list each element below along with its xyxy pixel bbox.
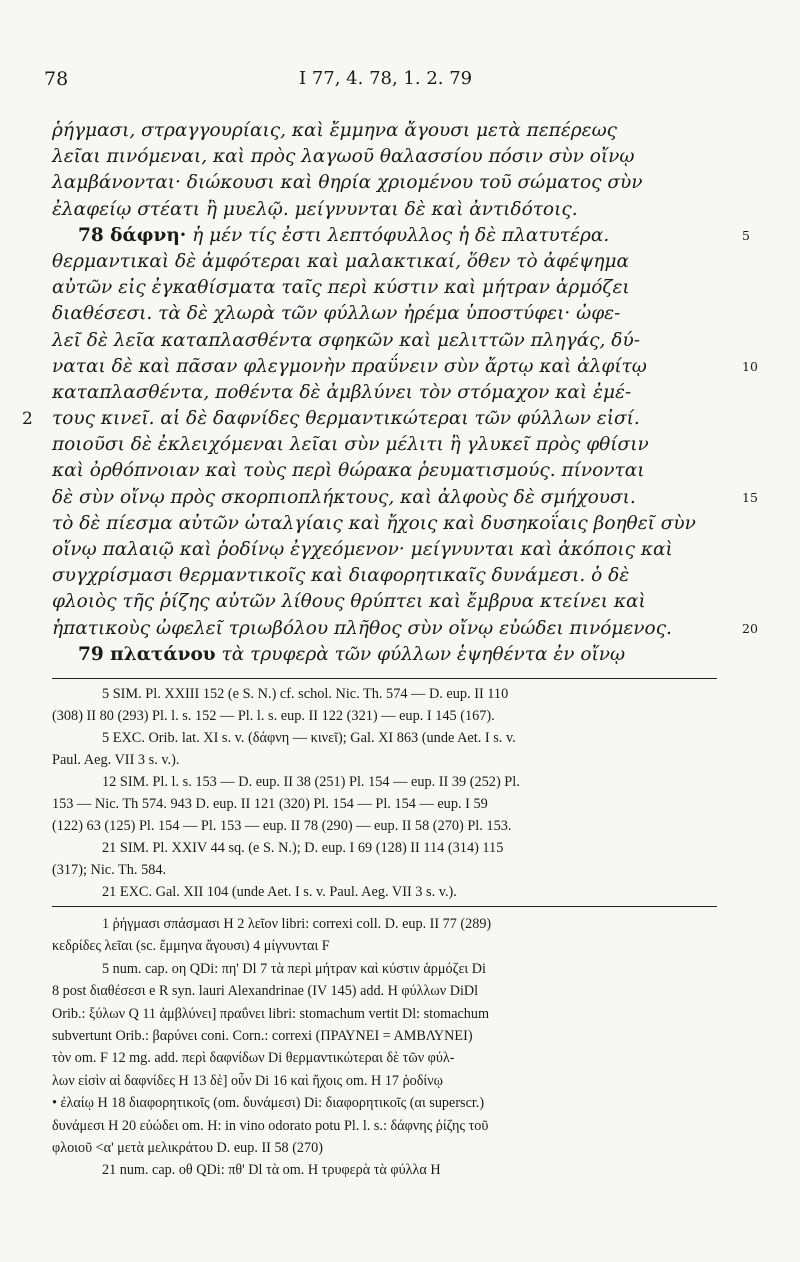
text-line (52, 485, 758, 511)
text-line (52, 301, 717, 327)
line-text: λεῖ δὲ λεῖα καταπλασθέντα σφηκῶν καὶ μελιττῶν πληγάς, δύ- (52, 329, 640, 351)
line-text: διαθέσεσι. τὰ δὲ χλωρὰ τῶν φύλλων ἠρέμα ὑποστύφει· ὠφε- (52, 303, 621, 325)
line-text: τὸ δὲ πίεσμα αὐτῶν ὠταλγίαις καὶ ἤχοις καὶ δυσηκοΐαις βοηθεῖ σὺν (52, 512, 696, 534)
line-text: καταπλασθέντα, ποθέντα δὲ ἀμβλύνει τὸν στόμαχον καὶ ἐμέ- (52, 381, 632, 403)
apparatus-line: 5 num. cap. οη QDi: πη' Dl 7 τὰ περὶ μήτραν καὶ κύστιν ἁρμόζει Di (102, 960, 486, 977)
page-number: 78 (44, 68, 69, 90)
text-line (52, 197, 717, 223)
testimonia-apparatus (52, 683, 720, 903)
testimonia-line: (122) 63 (125) Pl. 154 — Pl. 153 — eup. II 78 (290) — eup. II 58 (270) Pl. 153. (52, 818, 512, 834)
testimonia-line: 5 EXC. Orib. lat. XI s. v. (δάφνη — κινεῖ); Gal. XI 863 (unde Aet. I s. v. (102, 730, 516, 746)
apparatus-line: λων εἰσὶν αἱ δαφνίδες H 13 δὲ] οὖν Di 16 καὶ ἤχοις om. H 17 ῥοδίνῳ (52, 1072, 443, 1089)
text-line (52, 118, 717, 144)
apparatus-rule (52, 906, 717, 907)
testimonia-line: Paul. Aeg. VII 3 s. v.). (52, 752, 180, 768)
margin-number: 2 (22, 409, 33, 430)
text-line (52, 380, 717, 406)
critical-apparatus (52, 913, 720, 1182)
text-line (52, 511, 717, 537)
apparatus-line: δυνάμεσι H 20 εὐώδει om. H: in vino odorato potu Pl. l. s.: δάφνης ῥίζης τοῦ (52, 1117, 489, 1134)
apparatus-line: • ἐλαίῳ H 18 διαφορητικοῖς (om. δυνάμεσι) Di: διαφορητικοῖς (αι superscr.) (52, 1095, 485, 1112)
text-line (22, 406, 717, 432)
line-text: φλοιὸς τῆς ῥίζης αὐτῶν λίθους θρύπτει καὶ ἔμβρυα κτείνει καὶ (52, 591, 646, 613)
apparatus-line: φλοιοῦ <α' μετὰ μελικράτου D. eup. II 58 (270) (52, 1139, 323, 1156)
apparatus-line: κεδρίδες λεῖαι (sc. ἔμμηνα ἄγουσι) 4 μίγνυνται F (52, 938, 330, 955)
testimonia-line: 21 EXC. Gal. XII 104 (unde Aet. I s. v. Paul. Aeg. VII 3 s. v.). (102, 884, 457, 900)
chapter-lemma: 78 δάφνη· (78, 224, 187, 246)
line-number: 15 (742, 489, 758, 505)
text-line (52, 170, 717, 196)
text-line (52, 328, 717, 354)
text-line (52, 616, 758, 642)
chapter-lemma: 79 πλατάνου (78, 643, 216, 665)
apparatus-line: subvertunt Orib.: βαρύνει coni. Corn.: correxi (ΠΡΑΥΝΕΙ = ΑΜΒΛΥΝΕΙ) (52, 1027, 473, 1044)
text-line (52, 249, 717, 275)
line-text: ῥήγμασι, στραγγουρίαις, καὶ ἔμμηνα ἄγουσι μετὰ πεπέρεως (52, 120, 618, 141)
text-line (52, 458, 717, 484)
text-line (52, 432, 717, 458)
line-text: οἴνῳ παλαιῷ καὶ ῥοδίνῳ ἐγχεόμενον· μείγνυνται καὶ ἀκόποις καὶ (52, 539, 673, 560)
apparatus-line: 21 num. cap. οθ QDi: πθ' Dl τὰ om. H τρυφερὰ τὰ φύλλα H (102, 1162, 441, 1179)
line-text: δὲ σὺν οἴνῳ πρὸς σκορπιοπλήκτους, καὶ ἀλφοὺς δὲ σμήχουσι. (52, 486, 636, 508)
testimonia-line: (308) II 80 (293) Pl. l. s. 152 — Pl. l. s. eup. II 122 (321) — eup. I 145 (167). (52, 708, 495, 724)
line-text: λεῖαι πινόμεναι, καὶ πρὸς λαγωοῦ θαλασσίου πόσιν σὺν οἴνῳ (52, 146, 635, 168)
line-text: αὐτῶν εἰς ἐγκαθίσματα ταῖς περὶ κύστιν καὶ μήτραν ἁρμόζει (52, 277, 630, 299)
page-header (44, 68, 748, 98)
text-line (52, 537, 717, 563)
line-text: λαμβάνονται· διώκουσι καὶ θηρία χριομένου τοῦ σώματος σὺν (52, 172, 643, 194)
line-text: θερμαντικαὶ δὲ ἀμφότεραι καὶ μαλακτικαί, ὅθεν τὸ ἀφέψημα (52, 250, 629, 272)
apparatus-line: Orib.: ξύλων Q 11 ἀμβλύνει] πραΰνει libri: stomachum vertit Dl: stomachum (52, 1005, 490, 1022)
testimonia-line: (317); Nic. Th. 584. (52, 862, 167, 878)
testimonia-line: 153 — Nic. Th 574. 943 D. eup. II 121 (320) Pl. 154 — Pl. 154 — eup. I 59 (52, 796, 488, 812)
line-text: τους κινεῖ. αἱ δὲ δαφνίδες θερμαντικώτεραι τῶν φύλλων εἰσί. (52, 408, 640, 430)
testimonia-rule (52, 678, 717, 679)
line-text: ἡ μέν τίς ἐστι λεπτόφυλλος ἡ δὲ πλατυτέρα. (186, 224, 610, 246)
apparatus-line: 1 ῥήγμασι σπάσμασι H 2 λεῖον libri: correxi coll. D. eup. II 77 (289) (102, 916, 492, 932)
line-number: 20 (742, 620, 758, 636)
apparatus-line: 8 post διαθέσεσι e R syn. lauri Alexandrinae (IV 145) add. H φύλλων DiDl (52, 983, 479, 1000)
line-number: 10 (742, 358, 758, 374)
line-text: τὰ τρυφερὰ τῶν φύλλων ἑψηθέντα ἐν οἴνῳ (215, 643, 626, 665)
line-number: 5 (742, 227, 750, 243)
testimonia-line: 21 SIM. Pl. XXIV 44 sq. (e S. N.); D. eup. I 69 (128) II 114 (314) 115 (102, 840, 504, 856)
line-text: καὶ ὀρθόπνοιαν καὶ τοὺς περὶ θώρακα ῥευματισμούς. πίνονται (52, 460, 645, 482)
text-line (52, 642, 717, 668)
testimonia-line: 5 SIM. Pl. XXIII 152 (e S. N.) cf. schol. Nic. Th. 574 — D. eup. II 110 (102, 686, 509, 702)
line-text: ποιοῦσι δὲ ἐκλειχόμεναι λεῖαι σὺν μέλιτι ἢ γλυκεῖ πρὸς φθίσιν (52, 434, 649, 456)
text-line (52, 275, 717, 301)
testimonia-line: 12 SIM. Pl. l. s. 153 — D. eup. II 38 (251) Pl. 154 — eup. II 39 (252) Pl. (102, 774, 520, 790)
line-text: ἐλαφείῳ στέατι ἢ μυελῷ. μείγνυνται δὲ καὶ ἀντιδότοις. (52, 198, 578, 220)
line-text: συγχρίσμασι θερμαντικοῖς καὶ διαφορητικαῖς δυνάμεσι. ὁ δὲ (52, 565, 630, 587)
text-line (52, 589, 717, 615)
line-text: ἡπατικοὺς ὠφελεῖ τριωβόλου πλῆθος σὺν οἴνῳ εὐώδει πινόμενος. (52, 617, 672, 639)
text-line (52, 144, 717, 170)
text-line (52, 354, 758, 380)
main-text (22, 118, 758, 668)
text-line (52, 563, 717, 589)
apparatus-line: τὸν om. F 12 mg. add. περὶ δαφνίδων Di θερμαντικώτεραι δὲ τῶν φύλ- (52, 1050, 455, 1067)
text-line (52, 223, 750, 249)
line-text: ναται δὲ καὶ πᾶσαν φλεγμονὴν πραΰνειν σὺν ἄρτῳ καὶ ἀλφίτῳ (52, 355, 647, 377)
running-head: I 77, 4. 78, 1. 2. 79 (299, 68, 473, 89)
